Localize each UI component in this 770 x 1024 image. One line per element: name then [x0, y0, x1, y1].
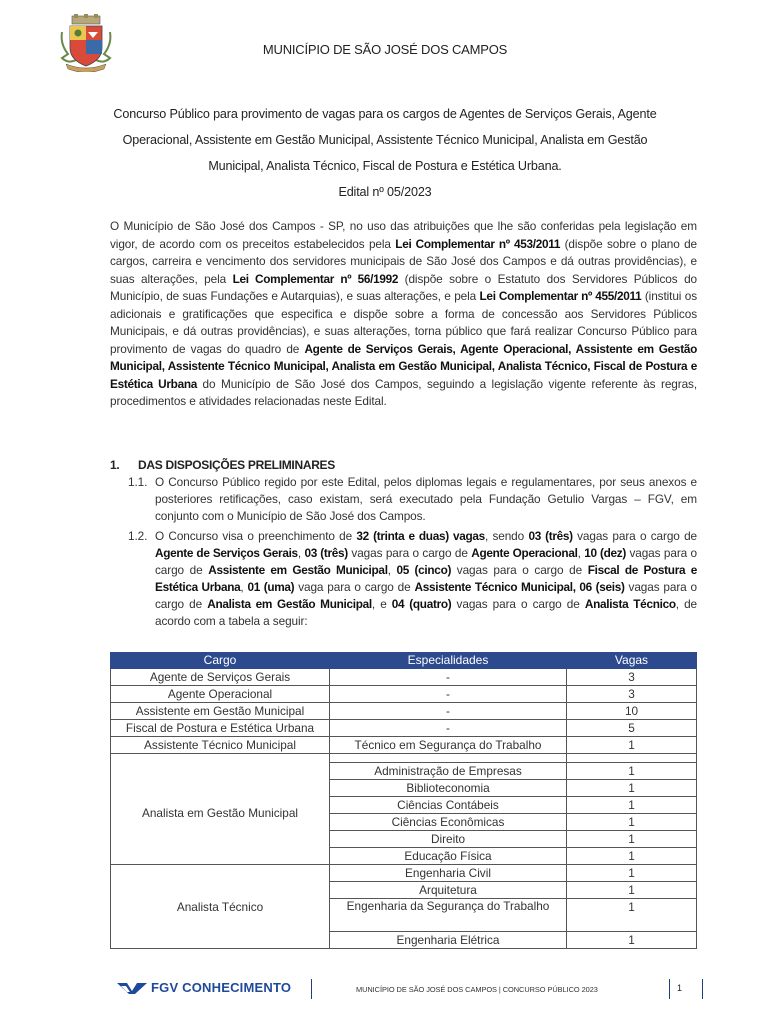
law-reference: Lei Complementar nº 56/1992: [232, 271, 399, 286]
table-row: [111, 763, 697, 780]
section-title: DAS DISPOSIÇÕES PRELIMINARES: [138, 458, 335, 472]
text: ,: [387, 563, 397, 577]
item-1-1: [128, 474, 697, 525]
cell-vagas: 1: [567, 831, 697, 848]
cell-especialidade: Ciências Econômicas: [330, 814, 567, 831]
footer-divider: [702, 979, 703, 999]
cell-cargo: Assistente em Gestão Municipal: [111, 703, 330, 720]
cell-especialidade: Engenharia Elétrica: [330, 932, 567, 949]
cell-vagas: 10: [567, 703, 697, 720]
table-row: [111, 720, 697, 737]
text: ,: [577, 546, 585, 560]
cell-vagas: 1: [567, 814, 697, 831]
text: , de acordo com a tabela a seguir:: [155, 597, 698, 628]
fgv-chevron-icon: [117, 981, 147, 995]
cell-especialidade: Arquitetura: [330, 882, 567, 899]
cell-vagas: 1: [567, 932, 697, 949]
item-number: 1.2.: [128, 529, 148, 543]
footer-text: MUNICÍPIO DE SÃO JOSÉ DOS CAMPOS | CONCURSO PÚBLICO 2023: [356, 985, 598, 994]
cell-vagas: 1: [567, 848, 697, 865]
text: ,: [240, 580, 248, 594]
cell-cargo: Agente de Serviços Gerais: [111, 669, 330, 686]
cell-cargo-group: Analista Técnico: [111, 865, 330, 949]
bold-text: Analista Técnico: [584, 597, 676, 611]
cell-cargo: Agente Operacional: [111, 686, 330, 703]
text: vaga para o cargo de: [294, 580, 415, 594]
fgv-logo: [117, 980, 291, 995]
text: vagas para o cargo de: [347, 546, 472, 560]
table-row: [111, 865, 697, 882]
text: , e: [371, 597, 392, 611]
cell-vagas: 1: [567, 899, 697, 932]
edital-title-line-1: Concurso Público para provimento de vagas para os cargos de Agentes de Serviços Gerais, Agente: [113, 107, 657, 121]
cell-vagas: 1: [567, 737, 697, 754]
cell-especialidade: Engenharia da Segurança do Trabalho: [330, 899, 567, 932]
cell-cargo: Assistente Técnico Municipal: [111, 737, 330, 754]
bold-text: 05 (cinco): [396, 563, 452, 577]
text: O Concurso visa o preenchimento de: [155, 529, 357, 543]
cell-especialidade: -: [330, 703, 567, 720]
cell-vagas: 1: [567, 865, 697, 882]
edital-title-line-2: Operacional, Assistente em Gestão Municipal, Assistente Técnico Municipal, Analista em Gestão: [122, 133, 648, 147]
bold-text: Agente Operacional: [471, 546, 578, 560]
section-number: 1.: [110, 458, 120, 472]
law-reference: Lei Complementar nº 455/2011: [479, 289, 642, 303]
cell-especialidade: Ciências Contábeis: [330, 797, 567, 814]
table-spacer-row: [111, 754, 697, 763]
municipality-header: MUNICÍPIO DE SÃO JOSÉ DOS CAMPOS: [262, 42, 508, 57]
text: vagas para o cargo de: [155, 580, 697, 611]
cell-blank: [111, 754, 330, 763]
bold-text: 03 (três): [528, 529, 573, 543]
section-heading: [110, 458, 335, 472]
bold-text: Analista em Gestão Municipal: [207, 597, 372, 611]
text: vagas para o cargo de: [155, 546, 698, 577]
cell-especialidade: Educação Física: [330, 848, 567, 865]
bold-text: 01 (uma): [247, 580, 295, 594]
edital-number: Edital nº 05/2023: [338, 185, 432, 199]
table-row: [111, 737, 697, 754]
paragraph-text: (dispõe sobre o plano de cargos, carreira e vencimento dos servidores municipais de São José dos Campos e dá outras providências), e suas alterações, pela: [110, 236, 698, 286]
cell-especialidade: Engenharia Civil: [330, 865, 567, 882]
item-text: [155, 528, 697, 630]
paragraph-text: (institui os adicionais e gratificações que especifica e dispõe sobre a forma de concessão aos Servidores Públicos Municipais, e dá outras providências), e suas alterações, torna público que fará realizar Concurso Público para provimento de vagas do quadro de: [110, 289, 697, 356]
footer-divider: [311, 979, 312, 999]
edital-title-line-3: Municipal, Analista Técnico, Fiscal de Postura e Estética Urbana.: [208, 159, 562, 173]
cell-vagas: 3: [567, 669, 697, 686]
paragraph-text: O Município de São José dos Campos - SP, no uso das atribuições que lhe são conferidas pela legislação em vigor, de acordo com os preceitos estabelecidos pela: [110, 219, 697, 251]
cell-vagas: 1: [567, 780, 697, 797]
table-header-row: [111, 653, 697, 669]
bold-text: 10 (dez): [584, 546, 627, 560]
text: , sendo: [484, 529, 529, 543]
text: ,: [297, 546, 305, 560]
cell-blank: [330, 754, 567, 763]
bold-text: Assistente em Gestão Municipal: [208, 563, 388, 577]
bold-text: 32 (trinta e duas) vagas: [356, 529, 485, 543]
text: vagas para o cargo de: [451, 563, 588, 577]
vacancies-table: [110, 652, 697, 949]
cell-especialidade: Direito: [330, 831, 567, 848]
bold-text: 03 (três): [304, 546, 348, 560]
column-header-especialidades: Especialidades: [330, 653, 567, 669]
item-1-2: [128, 528, 697, 630]
cell-especialidade: Técnico em Segurança do Trabalho: [330, 737, 567, 754]
cell-vagas: 3: [567, 686, 697, 703]
bold-text: Fiscal de Postura e Estética Urbana: [155, 563, 697, 594]
text: vagas para o cargo de: [451, 597, 585, 611]
cell-especialidade: -: [330, 686, 567, 703]
table-row: [111, 669, 697, 686]
edital-title: [95, 101, 675, 205]
cell-cargo-group: Analista em Gestão Municipal: [111, 763, 330, 865]
column-header-vagas: Vagas: [567, 653, 697, 669]
cell-especialidade: Administração de Empresas: [330, 763, 567, 780]
paragraph-text: do Município de São José dos Campos, seguindo a legislação vigente referente às regras, procedimentos e atividades relacionadas neste Edital.: [110, 376, 698, 408]
cell-vagas: 5: [567, 720, 697, 737]
cell-especialidade: -: [330, 720, 567, 737]
column-header-cargo: Cargo: [111, 653, 330, 669]
intro-paragraph: [110, 218, 697, 411]
text: vagas para o cargo de: [572, 529, 698, 543]
item-text: O Concurso Público regido por este Edital, pelos diplomas legais e regulamentares, por seus anexos e posteriores retificações, caso existam, será executado pela Fundação Getulio Vargas – FGV, em conjunto com o Município de São José dos Campos.: [155, 475, 697, 523]
cell-cargo: Fiscal de Postura e Estética Urbana: [111, 720, 330, 737]
fgv-logo-text: FGV CONHECIMENTO: [151, 980, 292, 995]
bold-text: Assistente Técnico Municipal, 06 (seis): [414, 580, 625, 594]
cell-especialidade: Biblioteconomia: [330, 780, 567, 797]
paragraph-text: (dispõe sobre o Estatuto dos Servidores Públicos do Município, de suas Fundações e Autarquias), e suas alterações, e pela: [110, 271, 698, 303]
bold-text: Agente de Serviços Gerais: [155, 546, 298, 560]
positions-list: Agente de Serviços Gerais, Agente Operacional, Assistente em Gestão Municipal, Assistente Técnico Municipal, Analista em Gestão Municipal, Analista Técnico, Fiscal de Postura e Estética Urbana: [110, 341, 697, 391]
cell-blank: [567, 754, 697, 763]
cell-especialidade: -: [330, 669, 567, 686]
table-row: [111, 686, 697, 703]
page-number: 1: [677, 983, 683, 993]
cell-vagas: 1: [567, 763, 697, 780]
footer-divider: [669, 979, 670, 999]
cell-vagas: 1: [567, 797, 697, 814]
law-reference: Lei Complementar nº 453/2011: [395, 236, 561, 251]
table-row: [111, 703, 697, 720]
item-number: 1.1.: [128, 475, 148, 489]
bold-text: 04 (quatro): [391, 597, 452, 611]
cell-vagas: 1: [567, 882, 697, 899]
